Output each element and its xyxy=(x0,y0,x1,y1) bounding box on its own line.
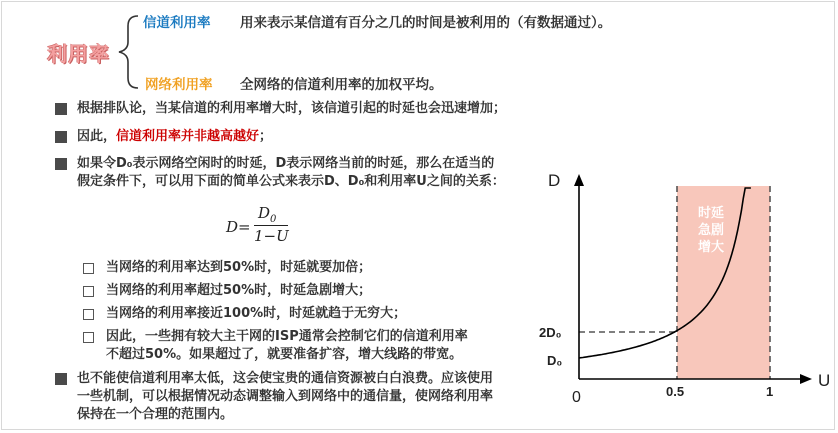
bullet-square-icon xyxy=(55,158,67,170)
term-network-utilization: 网络利用率 xyxy=(145,77,213,93)
check-item-50-double: 当网络的利用率达到50%时，时延就要加倍； xyxy=(106,260,372,275)
y-tick-2d0: 2D₀ xyxy=(539,325,562,340)
formula-numerator-sub: 0 xyxy=(270,214,277,225)
bullet-not-too-low-line1: 也不能使信道利用率太低，这会使宝贵的通信资源被白白浪费。应该使用 xyxy=(77,371,494,386)
checkbox-icon xyxy=(83,309,94,320)
bullet-square-icon xyxy=(55,103,67,115)
x-tick-1: 1 xyxy=(766,384,774,399)
def-network-utilization: 全网络的信道利用率的加权平均。 xyxy=(240,77,443,93)
check-item-isp-line2: 不超过50%。如果超过了，就要准备扩容，增大线路的带宽。 xyxy=(106,347,463,362)
checkbox-icon xyxy=(83,332,94,343)
y-axis-label: D xyxy=(548,171,561,190)
check-item-near-100: 当网络的利用率接近100%时，时延就趋于无穷大； xyxy=(106,306,407,321)
formula-numerator-d: D xyxy=(258,204,271,222)
formula-lhs: D= xyxy=(226,218,251,236)
delay-utilization-chart xyxy=(530,160,835,410)
checkbox-icon xyxy=(83,286,94,297)
bullet-formula-intro-line2: 假定条件下，可以用下面的简单公式来表示D、D₀和利用率U之间的关系： xyxy=(77,174,505,189)
bullet-square-icon xyxy=(55,373,67,385)
bullet-therefore xyxy=(77,128,272,146)
x-axis-arrow-icon xyxy=(800,374,812,384)
region-label-line2: 急剧 xyxy=(698,223,725,238)
checkbox-icon xyxy=(83,263,94,274)
bullet-queueing: 根据排队论，当某信道的利用率增大时，该信道引起的时延也会迅速增加； xyxy=(77,101,507,116)
bullet-square-icon xyxy=(55,131,67,143)
x-axis-label: U xyxy=(818,371,831,390)
formula-denominator: 1−U xyxy=(254,227,289,245)
bullet-not-too-low-line3: 保持在一个合理的范围内。 xyxy=(77,407,234,422)
y-tick-d0: D₀ xyxy=(547,353,563,368)
bullet-therefore-suffix: ； xyxy=(259,129,273,144)
formula-fraction-bar xyxy=(254,225,288,226)
bullet-therefore-prefix: 因此， xyxy=(77,129,117,144)
slide-title: 利用率 xyxy=(47,42,110,66)
curly-brace-icon xyxy=(112,12,142,92)
bullet-therefore-highlight: 信道利用率并非越高越好 xyxy=(116,129,260,144)
term-channel-utilization: 信道利用率 xyxy=(143,15,211,31)
x-tick-05: 0.5 xyxy=(666,384,685,399)
bullet-not-too-low-line2: 一些机制，可以根据情况动态调整输入到网络中的通信量，使网络利用率 xyxy=(77,389,494,404)
bullet-formula-intro-line1: 如果令D₀表示网络空闲时的时延，D表示网络当前的时延，那么在适当的 xyxy=(77,156,495,171)
check-item-over-50: 当网络的利用率超过50%时，时延急剧增大； xyxy=(106,283,372,298)
origin-label: 0 xyxy=(572,389,581,406)
region-label-line3: 增大 xyxy=(698,240,725,255)
region-label-line1: 时延 xyxy=(698,206,725,221)
check-item-isp-line1: 因此，一些拥有较大主干网的ISP通常会控制它们的信道利用率 xyxy=(106,329,468,344)
formula-numerator xyxy=(258,204,276,225)
y-axis-arrow-icon xyxy=(574,174,584,186)
def-channel-utilization: 用来表示某信道有百分之几的时间是被利用的（有数据通过）。 xyxy=(240,15,612,31)
